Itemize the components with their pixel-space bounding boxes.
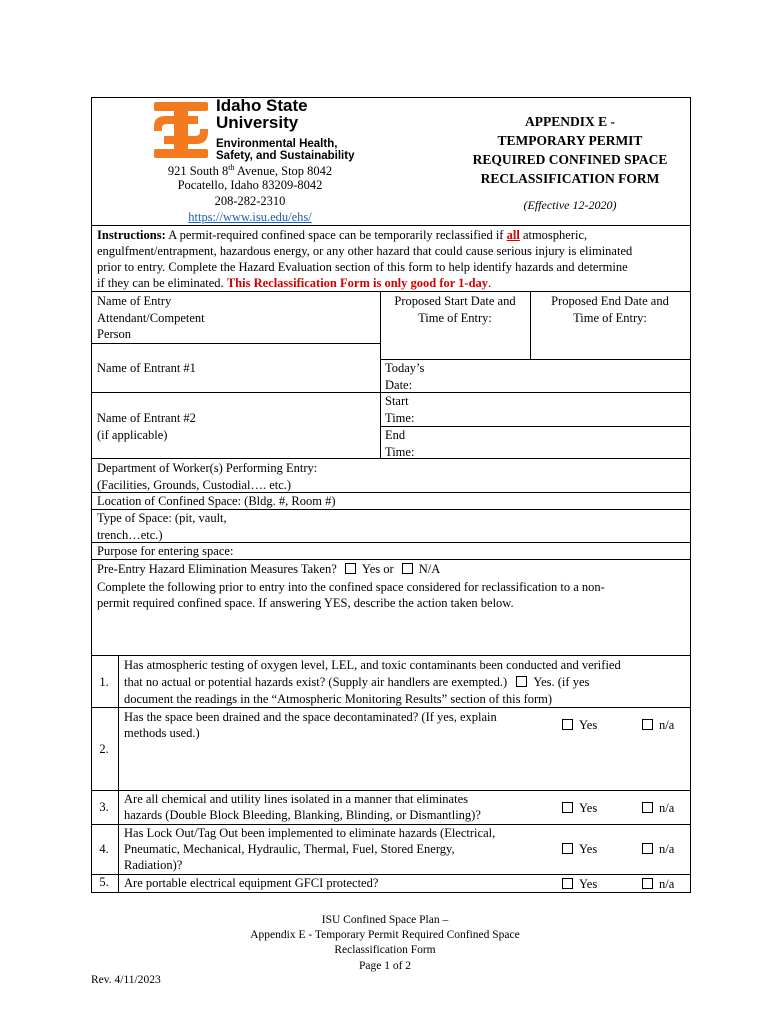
purpose-field[interactable] [280,544,688,558]
instructions-line1 [97,227,685,244]
question-5-yes [562,876,597,893]
question-3-line2: hazards (Double Block Bleeding, Blanking, Blinding, or Dismantling)? [124,808,481,822]
attendant-label-l3: Person [97,327,132,341]
question-5-number: 5. [99,875,109,889]
instructions-line4 [97,275,491,292]
org-name-line2: University [216,113,299,132]
address-line1-suffix: Avenue, Stop 8042 [234,164,333,179]
department-label-l2: (Facilities, Grounds, Custodial…. etc.) [97,477,292,492]
pre-entry-yes-checkbox[interactable] [345,563,356,574]
question-3-yes-label: Yes [579,801,598,815]
footer-line3: Reclassification Form [334,944,436,956]
attendant-label-l1: Name of Entry [97,294,172,308]
question-2-yes-label: Yes [579,718,598,732]
entrant2-field[interactable] [210,394,378,456]
type-label [97,510,227,543]
question-2-na-label: n/a [659,718,675,732]
entrant2-label-l2: (if applicable) [97,427,168,442]
instructions-line2: engulfment/entrapment, hazardous energy, or any other hazard that could cause serious injury is eliminated [97,244,633,258]
question-2-line1: Has the space been drained and the space decontaminated? (If yes, explain [124,710,497,724]
title-line2: TEMPORARY PERMIT [497,133,643,148]
footer-line1: ISU Confined Space Plan – [321,914,449,926]
instructions-emph: all [506,228,520,242]
question-1-line1: Has atmospheric testing of oxygen level, LEL, and toxic contaminants been conducted and verified [124,658,621,672]
footer-line2: Appendix E - Temporary Permit Required Confined Space [250,929,520,941]
location-field[interactable] [365,494,688,508]
question-5-line1: Are portable electrical equipment GFCI protected? [124,876,379,890]
type-field[interactable] [250,511,688,541]
pre-entry-row [97,561,440,578]
end-date-label [530,293,690,326]
start-date-label-l1: Proposed Start Date and [394,294,516,308]
question-2-na-checkbox[interactable] [642,719,653,730]
end-time-field[interactable] [430,428,688,456]
todays-date-field[interactable] [430,361,688,391]
complete-instructions-l1: Complete the following prior to entry into the confined space considered for reclassification to a non- [97,580,605,594]
title-line3: REQUIRED CONFINED SPACE [472,152,668,167]
question-1-line3: document the readings in the “Atmospheric Monitoring Results” section of this form) [124,692,553,706]
instructions-label: Instructions: [97,228,166,242]
start-time-label [385,393,414,426]
question-3-line1: Are all chemical and utility lines isolated in a manner that eliminates [124,792,468,806]
question-5-na-label: n/a [659,877,675,891]
department-field[interactable] [360,460,688,490]
entrant2-label-l1: Name of Entrant #2 [97,411,196,425]
question-4-yes-label: Yes [579,842,598,856]
question-3-number: 3. [99,800,109,814]
isu-logo [150,100,212,160]
instructions-line4-b: . [488,276,492,290]
question-4-na-label: n/a [659,842,675,856]
todays-date-label-l2: Date: [385,377,413,392]
attendant-label-l2: Attendant/Competent [97,310,205,325]
pre-entry-label: Pre-Entry Hazard Elimination Measures Taken? [97,562,337,576]
end-date-field[interactable] [532,326,688,358]
start-time-label-l1: Start [385,394,409,408]
question-1-line2 [124,674,589,691]
start-time-label-l2: Time: [385,410,415,425]
question-4-na-checkbox[interactable] [642,843,653,854]
question-4-line2: Pneumatic, Mechanical, Hydraulic, Thermal, Fuel, Stored Energy, [124,842,455,856]
pre-entry-na-checkbox[interactable] [402,563,413,574]
entrant1-label: Name of Entrant #1 [97,361,196,375]
question-2-number: 2. [99,742,109,756]
title-line4: RECLASSIFICATION FORM [480,171,660,186]
question-3-na-checkbox[interactable] [642,802,653,813]
instructions-line3: prior to entry. Complete the Hazard Evaluation section of this form to help identify hazards and determine [97,260,628,274]
ehs-website-link[interactable]: https://www.isu.edu/ehs/ [188,210,312,224]
dept-name-line2: Safety, and Sustainability [216,150,355,162]
instructions-text-a: A permit-required confined space can be temporarily reclassified if [165,228,507,242]
purpose-label: Purpose for entering space: [97,544,234,558]
question-4-number: 4. [99,842,109,856]
question-2-line2: methods used.) [124,726,200,740]
instructions-text-b: atmospheric, [519,228,588,242]
isu-logo-mark-icon [150,100,212,160]
start-date-field[interactable] [382,326,528,358]
question-4-na [642,841,674,858]
start-time-field[interactable] [430,394,688,424]
department-label-l1: Department of Worker(s) Performing Entry: [97,461,318,475]
question-3-na [642,800,674,817]
address-line1-prefix: 921 South 8 [167,164,229,179]
question-4-line1: Has Lock Out/Tag Out been implemented to eliminate hazards (Electrical, [124,826,496,840]
title-line1: APPENDIX E - [525,114,615,129]
end-time-label-l2: Time: [385,444,415,459]
end-date-label-l2: Time of Entry: [573,310,647,325]
question-1-yes-label: Yes. (if yes [533,675,590,689]
question-4-yes-checkbox[interactable] [562,843,573,854]
question-1-line2-text: that no actual or potential hazards exist? (Supply air handlers are exempted.) [124,675,508,689]
page-number: Page 1 of 2 [358,960,412,972]
todays-date-label-l1: Today’s [385,361,425,375]
phone: 208-282-2310 [214,194,286,208]
question-5-na [642,876,674,893]
entrant2-label [97,410,196,443]
complete-instructions-l2: permit required confined space. If answering YES, describe the action taken below. [97,596,514,610]
address-line2: Pocatello, Idaho 83209-8042 [177,178,323,192]
start-date-label [380,293,530,326]
effective-date: (Effective 12-2020) [523,198,617,212]
question-3-na-label: n/a [659,801,675,815]
question-4-yes [562,841,597,858]
question-1-yes-checkbox[interactable] [516,676,527,687]
attendant-field[interactable] [200,293,375,341]
question-2-yes-checkbox[interactable] [562,719,573,730]
revision-date: Rev. 4/11/2023 [91,974,161,986]
question-5-yes-checkbox[interactable] [562,878,573,889]
end-time-label-l1: End [385,428,406,442]
type-label-l2: trench…etc.) [97,527,163,542]
question-2-yes [562,717,597,734]
pre-entry-na-label: N/A [418,562,441,576]
question-2-na [642,717,674,734]
location-label: Location of Confined Space: (Bldg. #, Room #) [97,494,336,508]
question-1-number: 1. [99,675,109,689]
question-5-na-checkbox[interactable] [642,878,653,889]
question-3-yes [562,800,597,817]
question-3-yes-checkbox[interactable] [562,802,573,813]
one-day-warning: This Reclassification Form is only good for 1-day [226,276,489,290]
pre-entry-yes-label: Yes or [361,562,394,576]
dept-name-line1: Environmental Health, [216,138,338,150]
entrant1-field[interactable] [210,345,378,391]
question-4-line3: Radiation)? [124,858,183,872]
form-title [430,112,710,188]
end-time-label [385,427,414,460]
org-name-line1: Idaho State [216,96,308,115]
instructions-line4-a: if they can be eliminated. [97,276,227,290]
type-label-l1: Type of Space: (pit, vault, [97,511,227,525]
attendant-label [97,293,205,343]
end-date-label-l1: Proposed End Date and [551,294,669,308]
question-5-yes-label: Yes [579,877,598,891]
department-label [97,460,317,493]
todays-date-label [385,360,424,393]
start-date-label-l2: Time of Entry: [418,310,492,325]
address-line1-sup: th [228,163,235,172]
